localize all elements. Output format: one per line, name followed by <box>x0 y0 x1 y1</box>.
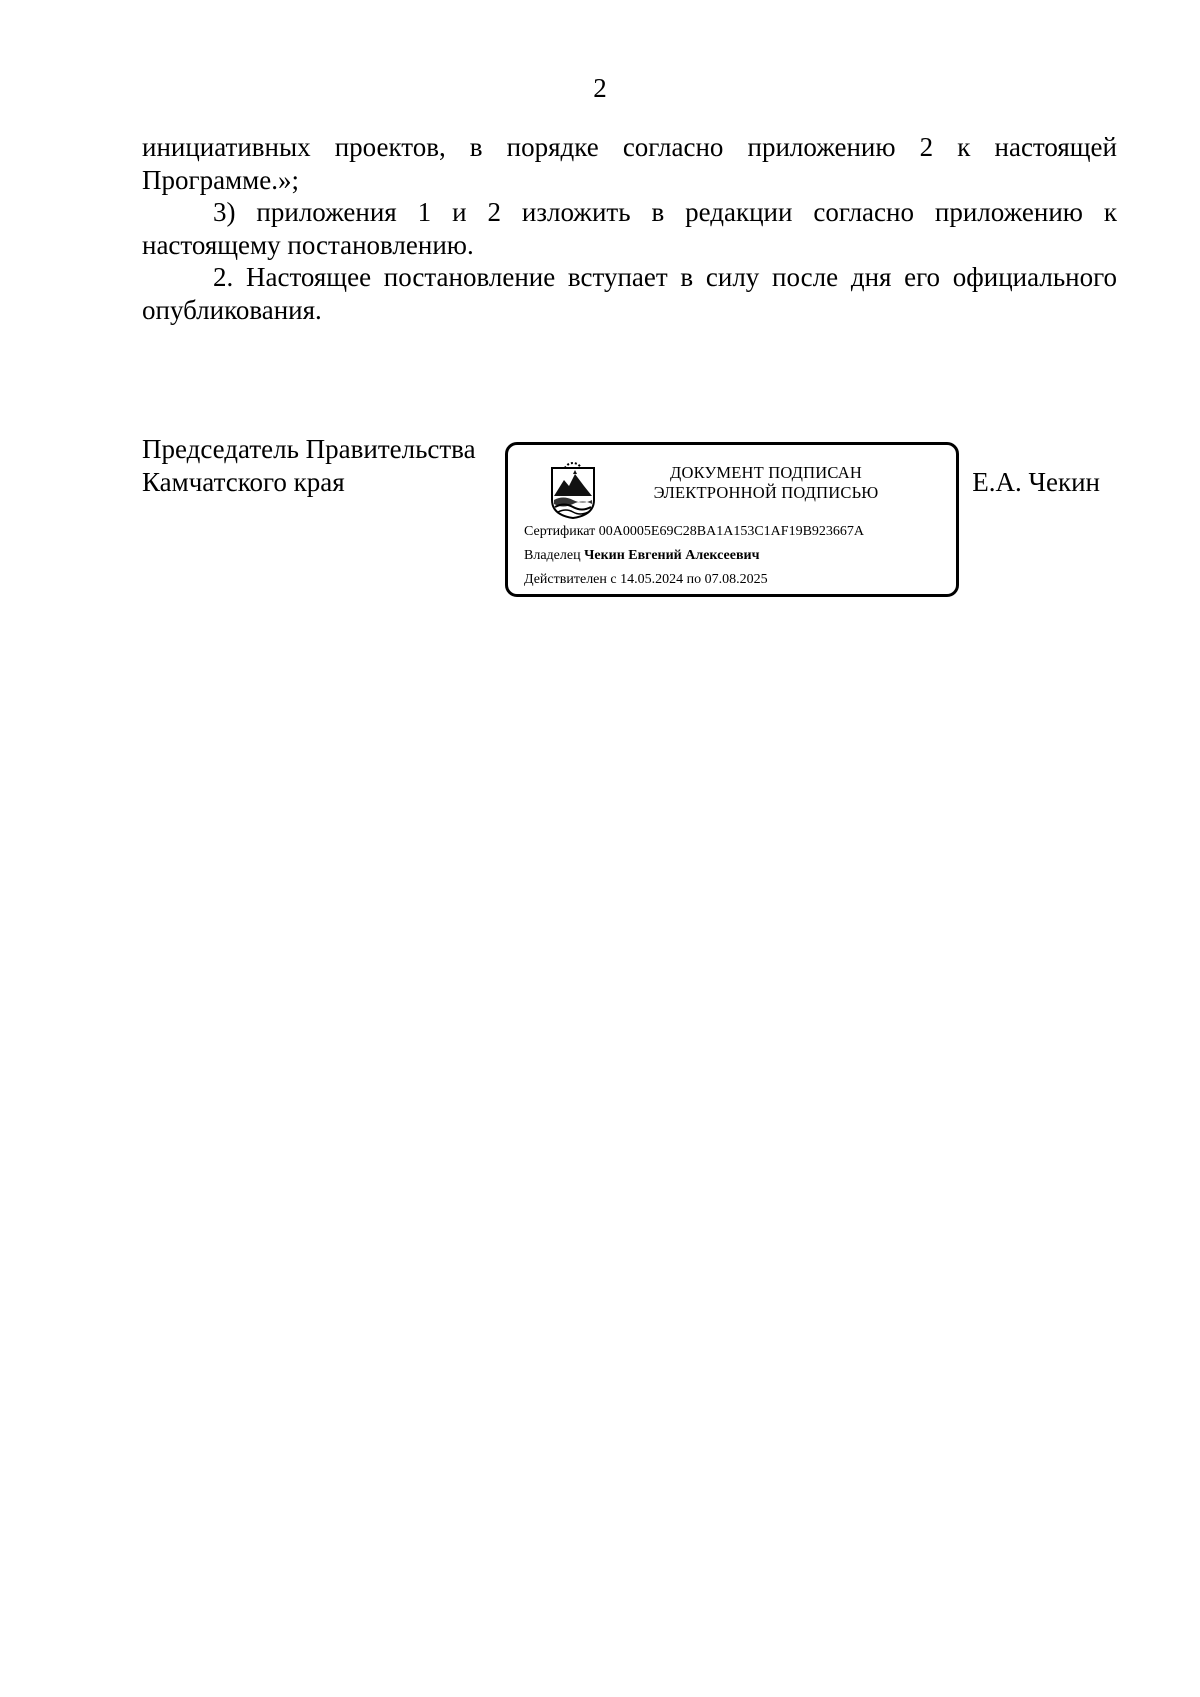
owner-label: Владелец <box>524 548 581 563</box>
stamp-certificate <box>524 523 864 541</box>
signer-position-line2: Камчатского края <box>142 467 345 497</box>
signer-name: Е.А. Чекин <box>972 467 1100 497</box>
paragraph-item-2: 2. Настоящее постановление вступает в силу после дня его официального опубликования. <box>142 262 1117 325</box>
stamp-title-line1: ДОКУМЕНТ ПОДПИСАН <box>670 463 862 482</box>
paragraph-continuation: инициативных проектов, в порядке согласно приложению 2 к настоящей Программе.»; <box>142 132 1117 195</box>
valid-from: 14.05.2024 <box>620 572 684 587</box>
valid-to-prefix: по <box>686 572 702 587</box>
stamp-validity <box>524 571 768 589</box>
stamp-title <box>616 463 916 503</box>
stamp-owner <box>524 547 759 565</box>
owner-value: Чекин Евгений Алексеевич <box>584 548 760 563</box>
certificate-value: 00A0005E69C28BA1A153C1AF19B923667A <box>598 524 865 539</box>
valid-from-prefix: с <box>610 572 617 587</box>
signer-position-line1: Председатель Правительства <box>142 434 476 464</box>
electronic-signature-stamp <box>505 442 959 597</box>
valid-label: Действителен <box>524 572 607 587</box>
valid-to: 07.08.2025 <box>704 572 768 587</box>
stamp-title-line2: ЭЛЕКТРОННОЙ ПОДПИСЬЮ <box>653 483 879 502</box>
paragraph-item-3: 3) приложения 1 и 2 изложить в редакции согласно приложению к настоящему постановлению. <box>142 197 1117 260</box>
page-number: 2 <box>593 73 607 103</box>
signer-position <box>142 433 476 499</box>
document-body <box>142 131 1117 326</box>
kamchatka-coat-of-arms-icon <box>544 460 602 520</box>
certificate-label: Сертификат <box>524 524 596 539</box>
